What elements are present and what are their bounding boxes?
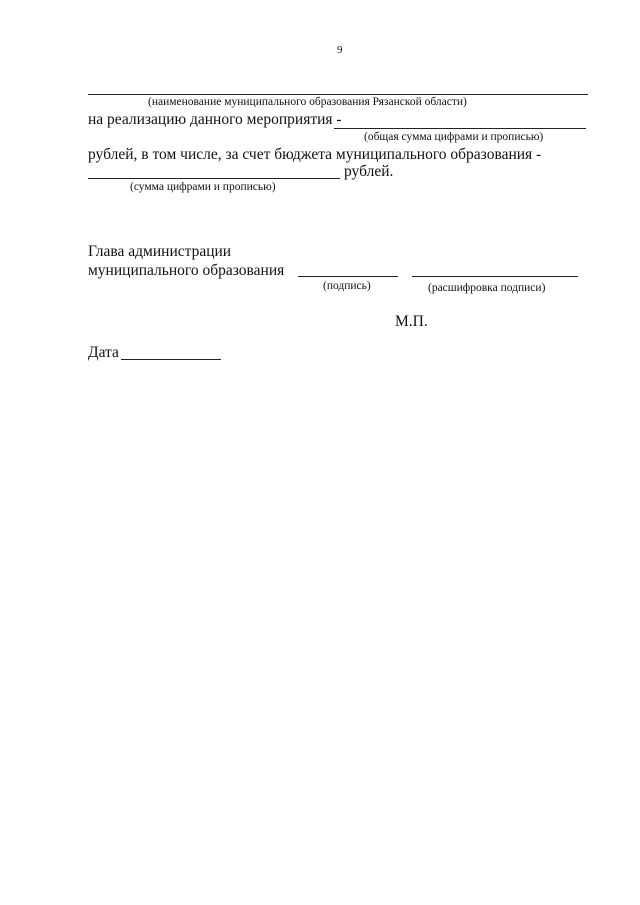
budget-text: рублей, в том числе, за счет бюджета муниципального образования - [88,146,542,163]
date-line [121,359,221,360]
signature-line [298,276,398,277]
sum-line [88,178,340,179]
implementation-text: на реализацию данного мероприятия - [88,111,342,128]
signature-decryption-caption: (расшифровка подписи) [428,282,546,294]
date-label: Дата [88,344,119,361]
signature-decryption-line [412,276,578,277]
head-title-line1: Глава администрации [88,243,232,260]
page-number: 9 [337,44,343,56]
rubles-suffix: рублей. [344,163,394,180]
total-sum-caption: (общая сумма цифрами и прописью) [364,131,544,143]
sum-caption: (сумма цифрами и прописью) [130,181,276,193]
head-title-line2: муниципального образования [88,262,285,279]
signature-caption: (подпись) [323,280,371,292]
municipality-name-caption: (наименование муниципального образования Рязанской области) [148,96,467,108]
stamp-mark: М.П. [395,313,428,330]
total-sum-line [334,128,586,129]
municipality-name-line [88,94,588,95]
